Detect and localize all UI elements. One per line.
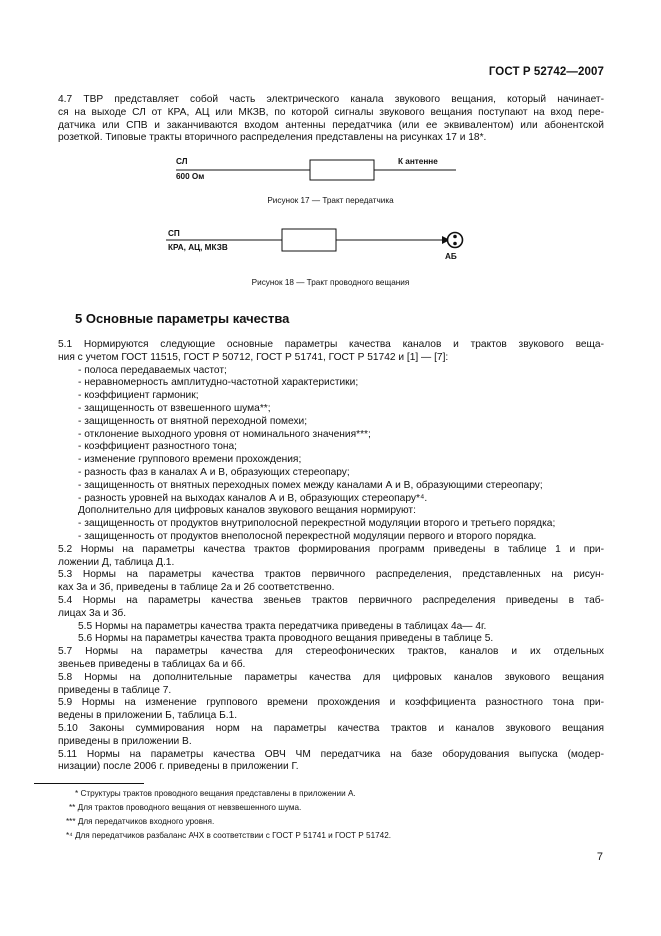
list-item: - коэффициент гармоник; — [78, 390, 199, 402]
list-item: - изменение группового времени прохождения; — [78, 454, 302, 466]
transmitter-block — [310, 160, 374, 180]
list-item: - защищенность от продуктов внутриполосной перекрестной модуляции второго и третьего порядка; — [78, 518, 556, 530]
socket-pin-icon — [453, 235, 457, 239]
body-line: низации) после 2006 г. приведены в приложении Г. — [58, 761, 299, 773]
footnote-2: ** Для трактов проводного вещания от невзвешенного шума. — [69, 803, 302, 812]
body-line: 5.9 Нормы на изменение группового времени прохождения и коэффициента разностного тона при- — [58, 697, 604, 709]
body-line: ния с учетом ГОСТ 11515, ГОСТ Р 50712, ГОСТ Р 51741, ГОСТ Р 51742 и [1] — [7]: — [58, 351, 449, 363]
list-item: - защищенность от взвешенного шума**; — [78, 402, 271, 414]
footnote-1: * Структуры трактов проводного вещания представлены в приложении А. — [75, 789, 356, 798]
body-line: лицах 3а и 3б. — [58, 607, 127, 619]
list-item: - разность уровней на выходах каналов А и В, образующих стереопару*⁴. — [78, 492, 428, 504]
intro-line: датчика или СПВ и заканчиваются входом антенны передатчика (или ее эквивалентом) или абонентской — [58, 119, 604, 131]
body-line: приведены в таблице 7. — [58, 684, 172, 696]
intro-paragraph — [58, 94, 604, 145]
fig17-output-label: К антенне — [398, 157, 438, 166]
page-number: 7 — [596, 851, 603, 863]
figure-17-diagram — [170, 150, 460, 190]
intro-line: 4.7 ТВР представляет собой часть электрического канала звукового вещания, который начинает- — [58, 94, 604, 105]
wired-broadcast-block — [282, 229, 336, 251]
document-header: ГОСТ Р 52742—2007 — [488, 66, 604, 78]
body-line: 5.3 Нормы на параметры качества трактов первичного распределения, представленных на рисун- — [58, 569, 604, 581]
fig18-subscriber-label: АБ — [445, 252, 457, 261]
list-item: - защищенность от внятных переходных помех между каналами А и В, образующими стереопару; — [78, 479, 543, 491]
fig18-sources-label: КРА, АЦ, МКЗВ — [168, 243, 228, 252]
figure-18-caption: Рисунок 18 — Тракт проводного вещания — [251, 278, 410, 287]
body-line: Дополнительно для цифровых каналов звукового вещания нормируют: — [78, 505, 416, 517]
body-line: 5.11 Нормы на параметры качества ОВЧ ЧМ передатчика на базе оборудования выпуска (модер- — [58, 748, 604, 760]
body-line: 5.5 Нормы на параметры качества тракта передатчика приведены в таблицах 4а— 4г. — [78, 620, 487, 632]
list-item: - защищенность от продуктов внеполосной перекрестной модуляции первого и второго порядка. — [78, 530, 537, 542]
digital-parameter-list — [58, 518, 604, 544]
body-line: 5.4 Нормы на параметры качества звеньев трактов первичного распределения приведены в таб- — [58, 594, 604, 606]
body-line: 5.1 Нормируются следующие основные параметры качества каналов и трактов звукового веща- — [58, 339, 604, 350]
fig18-input-label: СП — [168, 229, 180, 238]
body-line: 5.7 Нормы на параметры качества для стереофонических трактов, каналов и их отдельных — [58, 646, 604, 658]
fig17-impedance-label: 600 Ом — [176, 172, 205, 181]
body-line: ведены в приложении Б, таблица Б.1. — [58, 710, 238, 722]
socket-pin-icon — [453, 242, 457, 246]
body-line: 5.10 Законы суммирования норм на параметры качества трактов и каналов звукового вещания — [58, 722, 604, 734]
fig17-input-label: СЛ — [176, 157, 188, 166]
intro-line: розеткой. Типовые тракты вторичного распределения представлены на рисунках 17 и 18*. — [58, 132, 487, 144]
body-line: 5.2 Нормы на параметры качества трактов формирования программ приведены в таблице 1 и при- — [58, 543, 604, 555]
body-line: приведены в приложении В. — [58, 735, 192, 747]
body-line: ложении Д, таблица Д.1. — [58, 556, 175, 568]
body-line: 5.6 Нормы на параметры качества тракта проводного вещания приведены в таблице 5. — [78, 633, 494, 645]
intro-line: ся на выходе СЛ от КРА, АЦ или МКЗВ, по которой сигналы звукового вещания поступают на вход пере- — [58, 106, 604, 118]
body-line: звеньев приведены в таблицах 6а и 6б. — [58, 658, 246, 670]
list-item: - коэффициент разностного тона; — [78, 441, 237, 453]
body-line: 5.8 Нормы на дополнительные параметры качества для цифровых каналов звукового вещания — [58, 671, 604, 683]
list-item: - отклонение выходного уровня от номинального значения***; — [78, 428, 371, 440]
list-item: - неравномерность амплитудно-частотной характеристики; — [78, 377, 359, 389]
section-title: 5 Основные параметры качества — [75, 311, 290, 326]
footnote-4: *⁴ Для передатчиков разбаланс АЧХ в соответствии с ГОСТ Р 51741 и ГОСТ Р 51742. — [66, 831, 392, 840]
parameter-list — [58, 365, 604, 506]
section-5-body — [58, 339, 604, 774]
footnote-3: *** Для передатчиков входного уровня. — [66, 817, 215, 826]
list-item: - разность фаз в каналах А и В, образующих стереопару; — [78, 466, 350, 478]
figure-17-caption: Рисунок 17 — Тракт передатчика — [267, 196, 394, 205]
footnote-rule — [34, 783, 144, 784]
norms-paragraphs — [58, 544, 604, 774]
list-item: - полоса передаваемых частот; — [78, 364, 227, 376]
body-line: ках 3а и 3б, приведены в таблице 2а и 2б соответственно. — [58, 582, 335, 594]
list-item: - защищенность от внятной переходной помехи; — [78, 415, 308, 427]
